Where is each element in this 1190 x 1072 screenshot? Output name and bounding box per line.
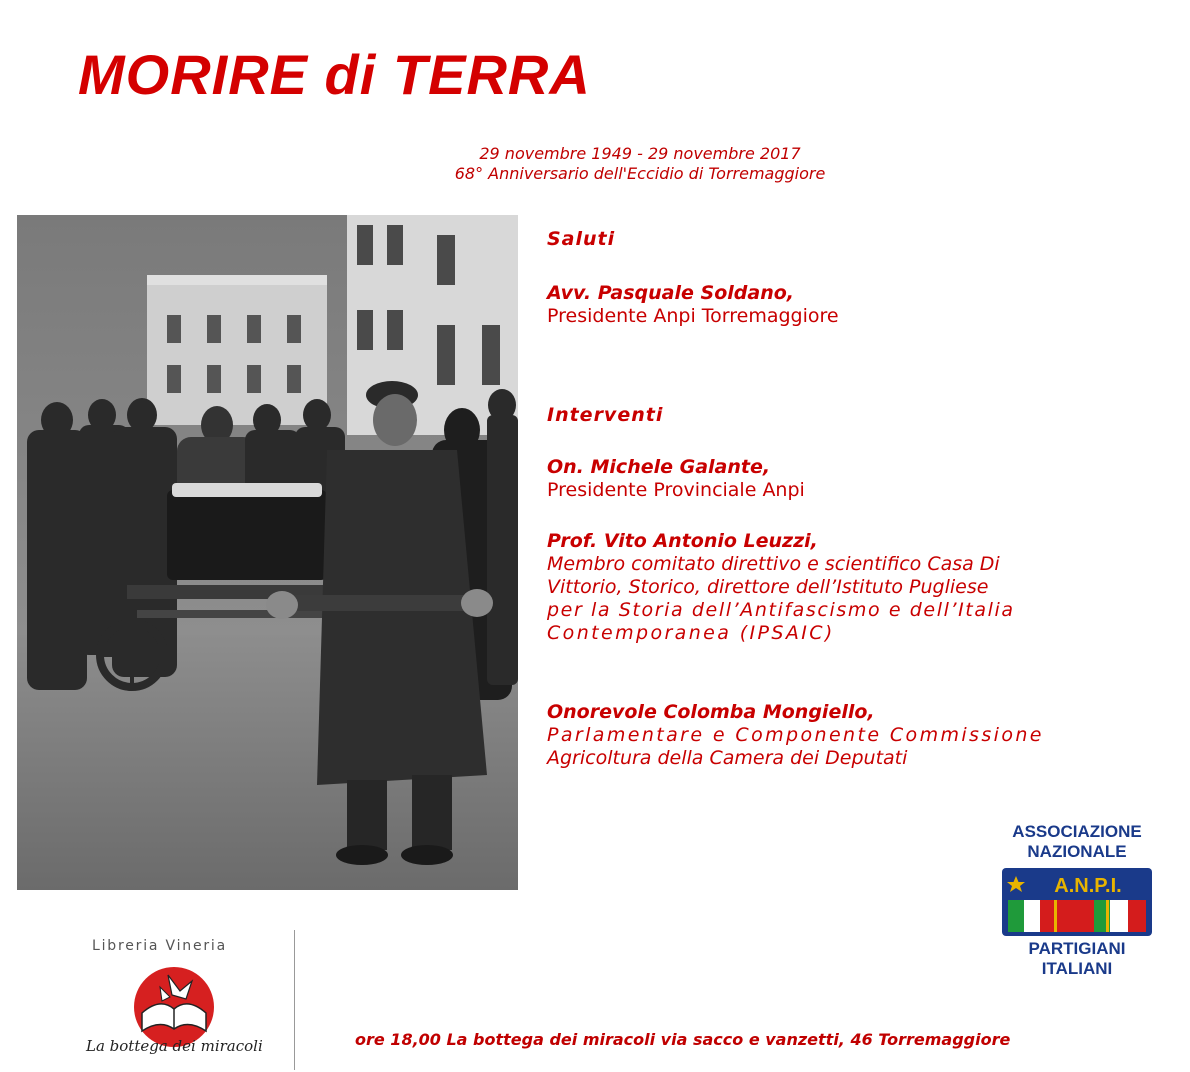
speaker-role: Presidente Provinciale Anpi (547, 479, 805, 501)
bookstore-emblem-icon (82, 935, 272, 1065)
anpi-top-line: NAZIONALE (1027, 842, 1127, 861)
anpi-badge-text: A.N.P.I. (1054, 875, 1122, 897)
speaker-role-line: Agricoltura della Camera dei Deputati (547, 747, 908, 769)
anpi-bottom-line: ITALIANI (1041, 959, 1113, 978)
greetings-heading: Saluti (547, 228, 616, 250)
anpi-logo (996, 822, 1158, 979)
event-dates (380, 144, 900, 184)
speaker-name: Onorevole Colomba Mongiello, (547, 701, 875, 723)
interventions-heading: Interventi (547, 404, 664, 426)
speaker-role-line: Membro comitato direttivo e scientifico Casa Di (547, 553, 1000, 575)
speaker-role: Presidente Anpi Torremaggiore (547, 305, 839, 327)
speaker-name: Avv. Pasquale Soldano, (547, 282, 794, 304)
anpi-bottom-line: PARTIGIANI (1028, 939, 1126, 958)
page-title: MORIRE di TERRA (78, 43, 591, 106)
anpi-badge (1002, 868, 1152, 936)
bookstore-logo (82, 935, 272, 1065)
event-time-location: ore 18,00 La bottega dei miracoli via sacco e vanzetti, 46 Torremaggiore (355, 1030, 1011, 1049)
bookstore-script-text (85, 1037, 263, 1055)
photo-illustration (17, 215, 518, 890)
speaker-role-line: Contemporanea (IPSAIC) (547, 622, 835, 644)
anniversary-line: 68° Anniversario dell'Eccidio di Torremaggiore (454, 164, 826, 183)
divider (294, 930, 295, 1070)
date-range: 29 novembre 1949 - 29 novembre 2017 (479, 144, 801, 163)
italian-flag-stripes (1008, 900, 1146, 932)
speaker-role-line: Parlamentare e Componente Commissione (547, 724, 1044, 746)
svg-text:La bottega dei miracoli: La bottega dei miracoli (86, 1037, 263, 1055)
speaker-role-line: Vittorio, Storico, direttore dell’Istituto Pugliese (547, 576, 989, 598)
speaker-role-line: per la Storia dell’Antifascismo e dell’Italia (547, 599, 1015, 621)
speaker-name: On. Michele Galante, (547, 456, 771, 478)
speaker-name: Prof. Vito Antonio Leuzzi, (547, 530, 818, 552)
anpi-top-line: ASSOCIAZIONE (1012, 822, 1142, 841)
historical-photo (17, 215, 518, 890)
bookstore-name: Libreria Vineria (92, 938, 227, 954)
